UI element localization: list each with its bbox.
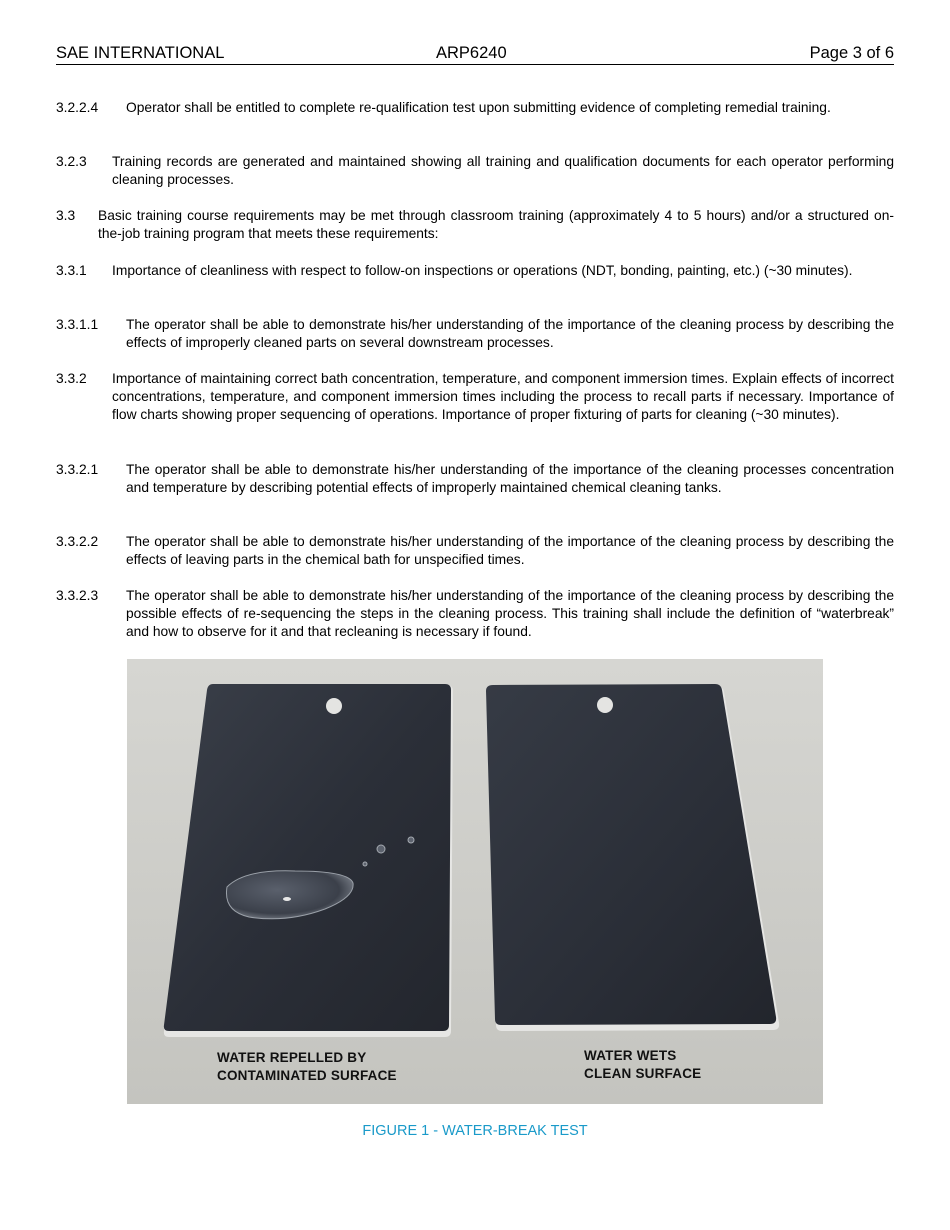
left-panel-hole [326, 698, 342, 714]
right-panel-label [584, 1047, 701, 1083]
left-label-line-2: CONTAMINATED SURFACE [217, 1068, 397, 1083]
paragraph-3-3-2-3 [56, 587, 894, 641]
paragraph-text: The operator shall be able to demonstrate his/her understanding of the importance of the cleaning processes concentration and temperature by describing potential effects of improperly maintained chemical cleaning tanks. [126, 462, 894, 495]
paragraph-3-3-2-2 [56, 533, 894, 569]
paragraph-3-2-3 [56, 153, 894, 189]
header-org: SAE INTERNATIONAL [56, 44, 225, 62]
water-break-test-photo [127, 659, 823, 1104]
paragraph-text: The operator shall be able to demonstrate his/her understanding of the importance of the cleaning process by describing the effects of improperly cleaned parts on several downstream processes. [126, 317, 894, 350]
small-droplet [408, 837, 414, 843]
paragraph-text: Basic training course requirements may be met through classroom training (approximately 4 to 5 hours) and/or a structured on-the-job training program that meets these requirements: [98, 208, 894, 241]
paragraph-3-3 [56, 207, 894, 243]
left-panel [164, 684, 451, 1031]
paragraph-number: 3.3.2 [56, 371, 87, 386]
paragraph-3-3-2-1 [56, 461, 894, 497]
left-panel-label [217, 1049, 397, 1085]
paragraph-text: Importance of maintaining correct bath concentration, temperature, and component immersion times. Explain effects of incorrect concentrations, temperature, and component immersion times including the process to recall parts if necessary. Importance of flow charts showing proper sequencing of operations. Importance of proper fixturing of parts for cleaning (~30 minutes). [112, 371, 894, 422]
paragraph-number: 3.3.1.1 [56, 317, 99, 332]
right-panel-hole [597, 697, 613, 713]
droplet-highlight [283, 897, 291, 901]
paragraph-text: The operator shall be able to demonstrate his/her understanding of the importance of the cleaning process by describing the possible effects of re-sequencing the steps in the cleaning process. This training shall include the definition of “waterbreak” and how to observe for it and that recleaning is necessary if found. [126, 588, 894, 639]
paragraph-text: The operator shall be able to demonstrate his/her understanding of the importance of the cleaning process by describing the effects of leaving parts in the chemical bath for unspecified times. [126, 534, 894, 567]
small-droplet [363, 862, 367, 866]
paragraph-number: 3.3.2.2 [56, 534, 99, 549]
paragraph-3-3-2 [56, 370, 894, 424]
paragraph-number: 3.2.3 [56, 154, 87, 169]
photo-illustration [127, 659, 823, 1104]
header-doc-id: ARP6240 [436, 44, 507, 62]
right-label-line-1: WATER WETS [584, 1048, 677, 1063]
paragraph-number: 3.3.2.1 [56, 462, 99, 477]
paragraph-text: Importance of cleanliness with respect to follow-on inspections or operations (NDT, bonding, painting, etc.) (~30 minutes). [112, 263, 853, 278]
paragraph-number: 3.3.1 [56, 263, 87, 278]
right-label-line-2: CLEAN SURFACE [584, 1066, 702, 1081]
left-label-line-1: WATER REPELLED BY [217, 1050, 367, 1065]
paragraph-text: Operator shall be entitled to complete re-qualification test upon submitting evidence of completing remedial training. [126, 100, 831, 115]
paragraph-3-3-1 [56, 262, 894, 280]
paragraph-3-3-1-1 [56, 316, 894, 352]
small-droplet [377, 845, 385, 853]
header-page-number: Page 3 of 6 [809, 44, 894, 62]
paragraph-number: 3.3.2.3 [56, 588, 99, 603]
paragraph-number: 3.2.2.4 [56, 100, 99, 115]
figure-caption: FIGURE 1 - WATER-BREAK TEST [362, 1123, 588, 1139]
paragraph-number: 3.3 [56, 208, 76, 223]
paragraph-text: Training records are generated and maintained showing all training and qualification documents for each operator performing cleaning processes. [112, 154, 894, 187]
page-header [56, 44, 894, 65]
paragraph-3-2-2-4 [56, 99, 894, 117]
